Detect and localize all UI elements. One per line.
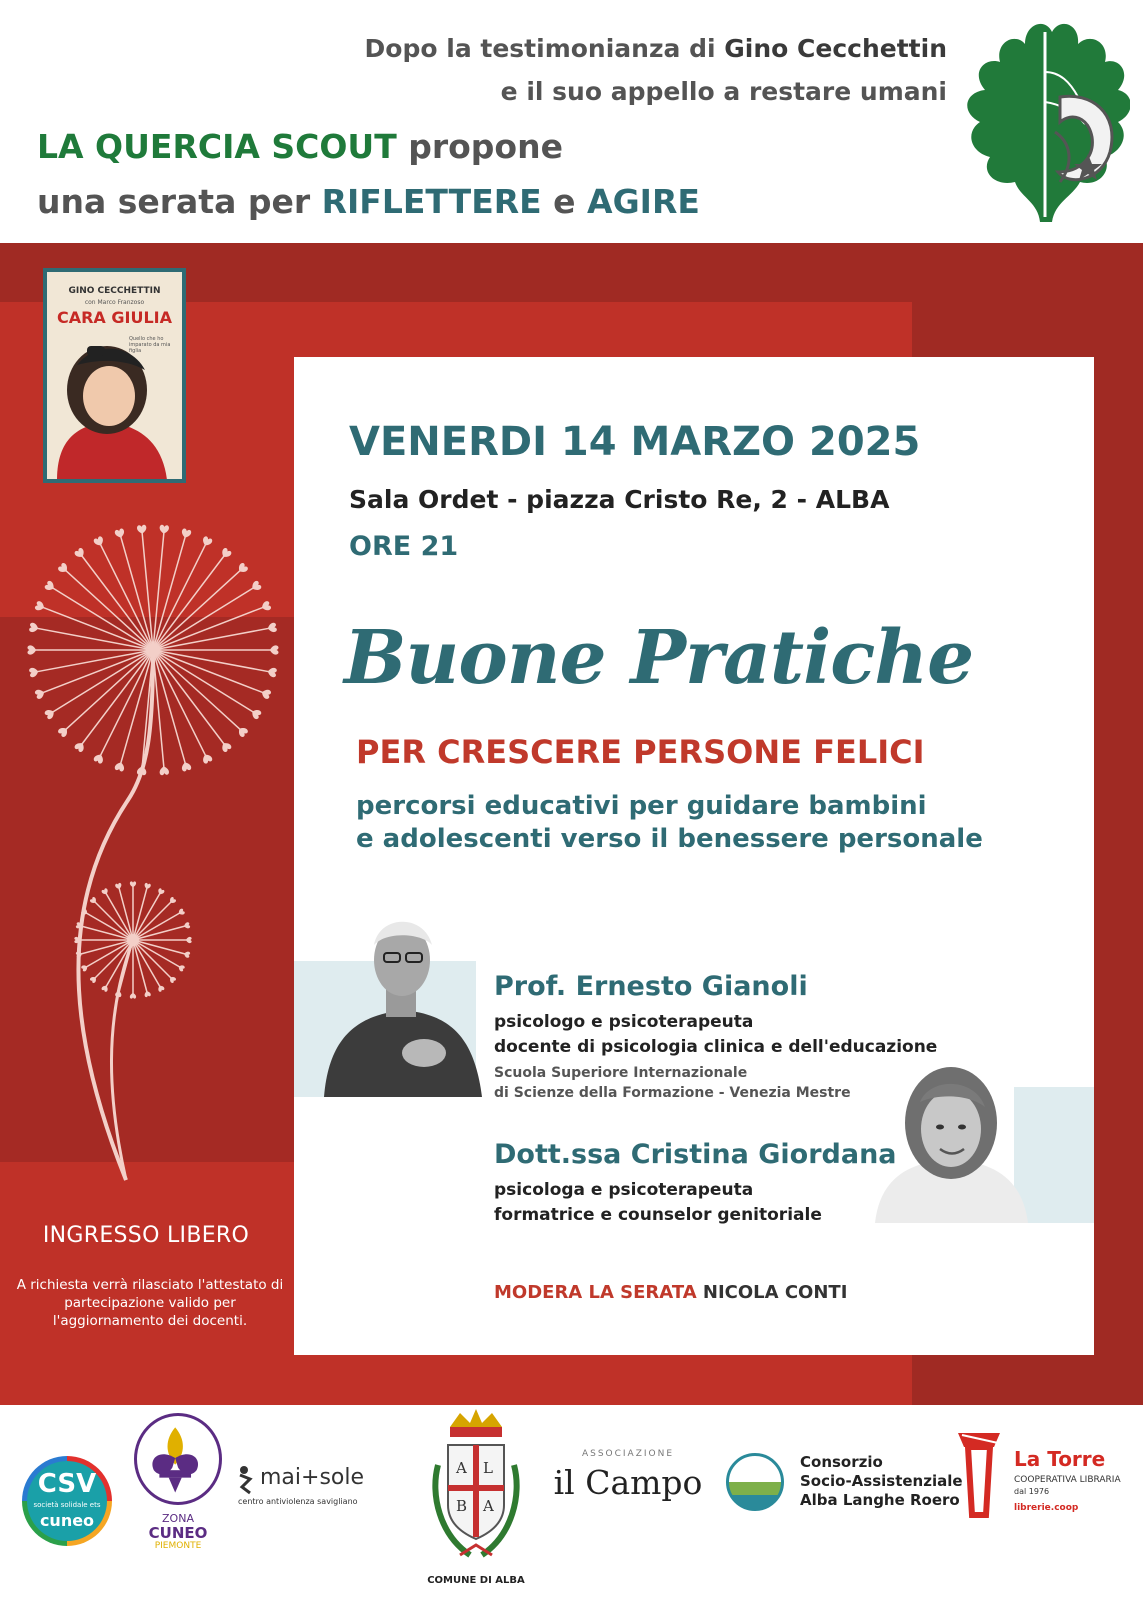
la-torre-logo bbox=[952, 1427, 1132, 1527]
csv-logo-subtitle: società solidale ets bbox=[33, 1501, 101, 1509]
csv-cuneo-logo bbox=[22, 1456, 112, 1546]
speaker-2-role: psicologa e psicoterapeuta bbox=[494, 1180, 754, 1200]
speaker-1-institution: Scuola Superiore Internazionale bbox=[494, 1065, 748, 1081]
consorzio-emblem-icon bbox=[726, 1453, 784, 1511]
free-entry-label: INGRESSO LIBERO bbox=[42, 1223, 250, 1248]
svg-text:A: A bbox=[456, 1459, 467, 1477]
alba-coat-of-arms-icon bbox=[420, 1405, 532, 1573]
consorzio-logo bbox=[726, 1447, 963, 1527]
la-torre-tower-icon bbox=[954, 1427, 1004, 1519]
speaker-1-role: psicologo e psicoterapeuta bbox=[494, 1012, 754, 1032]
csv-logo-text: CSV bbox=[37, 1469, 97, 1499]
header bbox=[0, 0, 1143, 243]
book-tagline: Quello che ho imparato da mia figlia bbox=[129, 336, 171, 354]
svg-text:B: B bbox=[456, 1497, 468, 1515]
mai-sole-figure-icon bbox=[236, 1465, 260, 1495]
la-torre-name: La Torre bbox=[1014, 1447, 1106, 1471]
agesci-region: PIEMONTE bbox=[154, 1541, 202, 1551]
csv-logo-inner bbox=[27, 1461, 107, 1541]
description-line-2: e adolescenti verso il benessere personale bbox=[356, 824, 983, 854]
intro-line-1: Dopo la testimonianza di Gino Cecchettin bbox=[364, 34, 947, 63]
consorzio-line-1: Consorzio bbox=[800, 1453, 883, 1471]
agesci-cuneo: CUNEO bbox=[148, 1524, 208, 1542]
la-torre-url: librerie.coop bbox=[1014, 1503, 1079, 1513]
book-cover bbox=[43, 268, 186, 483]
headline-1: LA QUERCIA SCOUT propone bbox=[37, 127, 563, 166]
event-subtitle: PER CRESCERE PERSONE FELICI bbox=[356, 733, 925, 771]
mai-sole-logo bbox=[236, 1465, 396, 1515]
speaker-2-role-2: formatrice e counselor genitoriale bbox=[494, 1205, 822, 1225]
event-time: ORE 21 bbox=[349, 531, 459, 562]
agesci-zona: ZONA bbox=[162, 1512, 194, 1525]
consorzio-line-2: Socio-Assistenziale bbox=[800, 1472, 963, 1490]
speaker-1-role-2: docente di psicologia clinica e dell'educazione bbox=[494, 1037, 938, 1057]
description-line-1: percorsi educativi per guidare bambini bbox=[356, 791, 927, 821]
book-coauthor: con Marco Franzoso bbox=[84, 299, 145, 306]
moderator-line: MODERA LA SERATA NICOLA CONTI bbox=[494, 1282, 848, 1303]
csv-logo-city: cuneo bbox=[39, 1511, 95, 1530]
sponsor-bar bbox=[0, 1405, 1143, 1600]
book-author: GINO CECCHETTIN bbox=[68, 286, 161, 296]
la-torre-subtitle: COOPERATIVA LIBRARIA bbox=[1014, 1475, 1121, 1485]
speaker-1-name: Prof. Ernesto Gianoli bbox=[494, 971, 808, 1002]
campo-association-label: ASSOCIAZIONE bbox=[581, 1449, 675, 1459]
consorzio-text bbox=[800, 1453, 963, 1510]
event-date: VENERDI 14 MARZO 2025 bbox=[349, 419, 921, 465]
agesci-logo bbox=[132, 1413, 224, 1593]
event-place: Sala Ordet - piazza Cristo Re, 2 - ALBA bbox=[349, 485, 890, 514]
comune-name: COMUNE DI ALBA bbox=[427, 1575, 525, 1586]
consorzio-line-3: Alba Langhe Roero bbox=[800, 1491, 960, 1509]
svg-text:A: A bbox=[483, 1497, 494, 1515]
speaker-2-name: Dott.ssa Cristina Giordana bbox=[494, 1139, 897, 1170]
speaker-1-institution-2: di Scienze della Formazione - Venezia Mestre bbox=[494, 1085, 851, 1101]
speaker-1-photo bbox=[324, 905, 484, 1097]
event-card bbox=[294, 357, 1094, 1355]
event-description bbox=[356, 790, 983, 856]
il-campo-logo bbox=[550, 1449, 706, 1519]
mai-sole-name: mai+sole bbox=[260, 1465, 365, 1490]
svg-text:L: L bbox=[483, 1459, 493, 1477]
la-torre-since: dal 1976 bbox=[1014, 1487, 1050, 1496]
headline-2: una serata per RIFLETTERE e AGIRE bbox=[37, 182, 700, 221]
dandelion-illustration bbox=[8, 500, 298, 1210]
oak-leaf-scout-logo-icon bbox=[960, 12, 1130, 232]
agesci-badge-icon bbox=[134, 1413, 222, 1505]
mai-sole-subtitle: centro antiviolenza savigliano bbox=[238, 1497, 358, 1506]
certificate-note: A richiesta verrà rilasciato l'attestato di partecipazione valido per l'aggiornamento dei docenti. bbox=[16, 1277, 284, 1329]
intro-line-2: e il suo appello a restare umani bbox=[500, 77, 947, 106]
event-title: Buone Pratiche bbox=[344, 615, 974, 701]
comune-di-alba-logo bbox=[420, 1405, 532, 1600]
campo-name: il Campo bbox=[553, 1463, 703, 1502]
book-title: CARA GIULIA bbox=[56, 308, 172, 327]
